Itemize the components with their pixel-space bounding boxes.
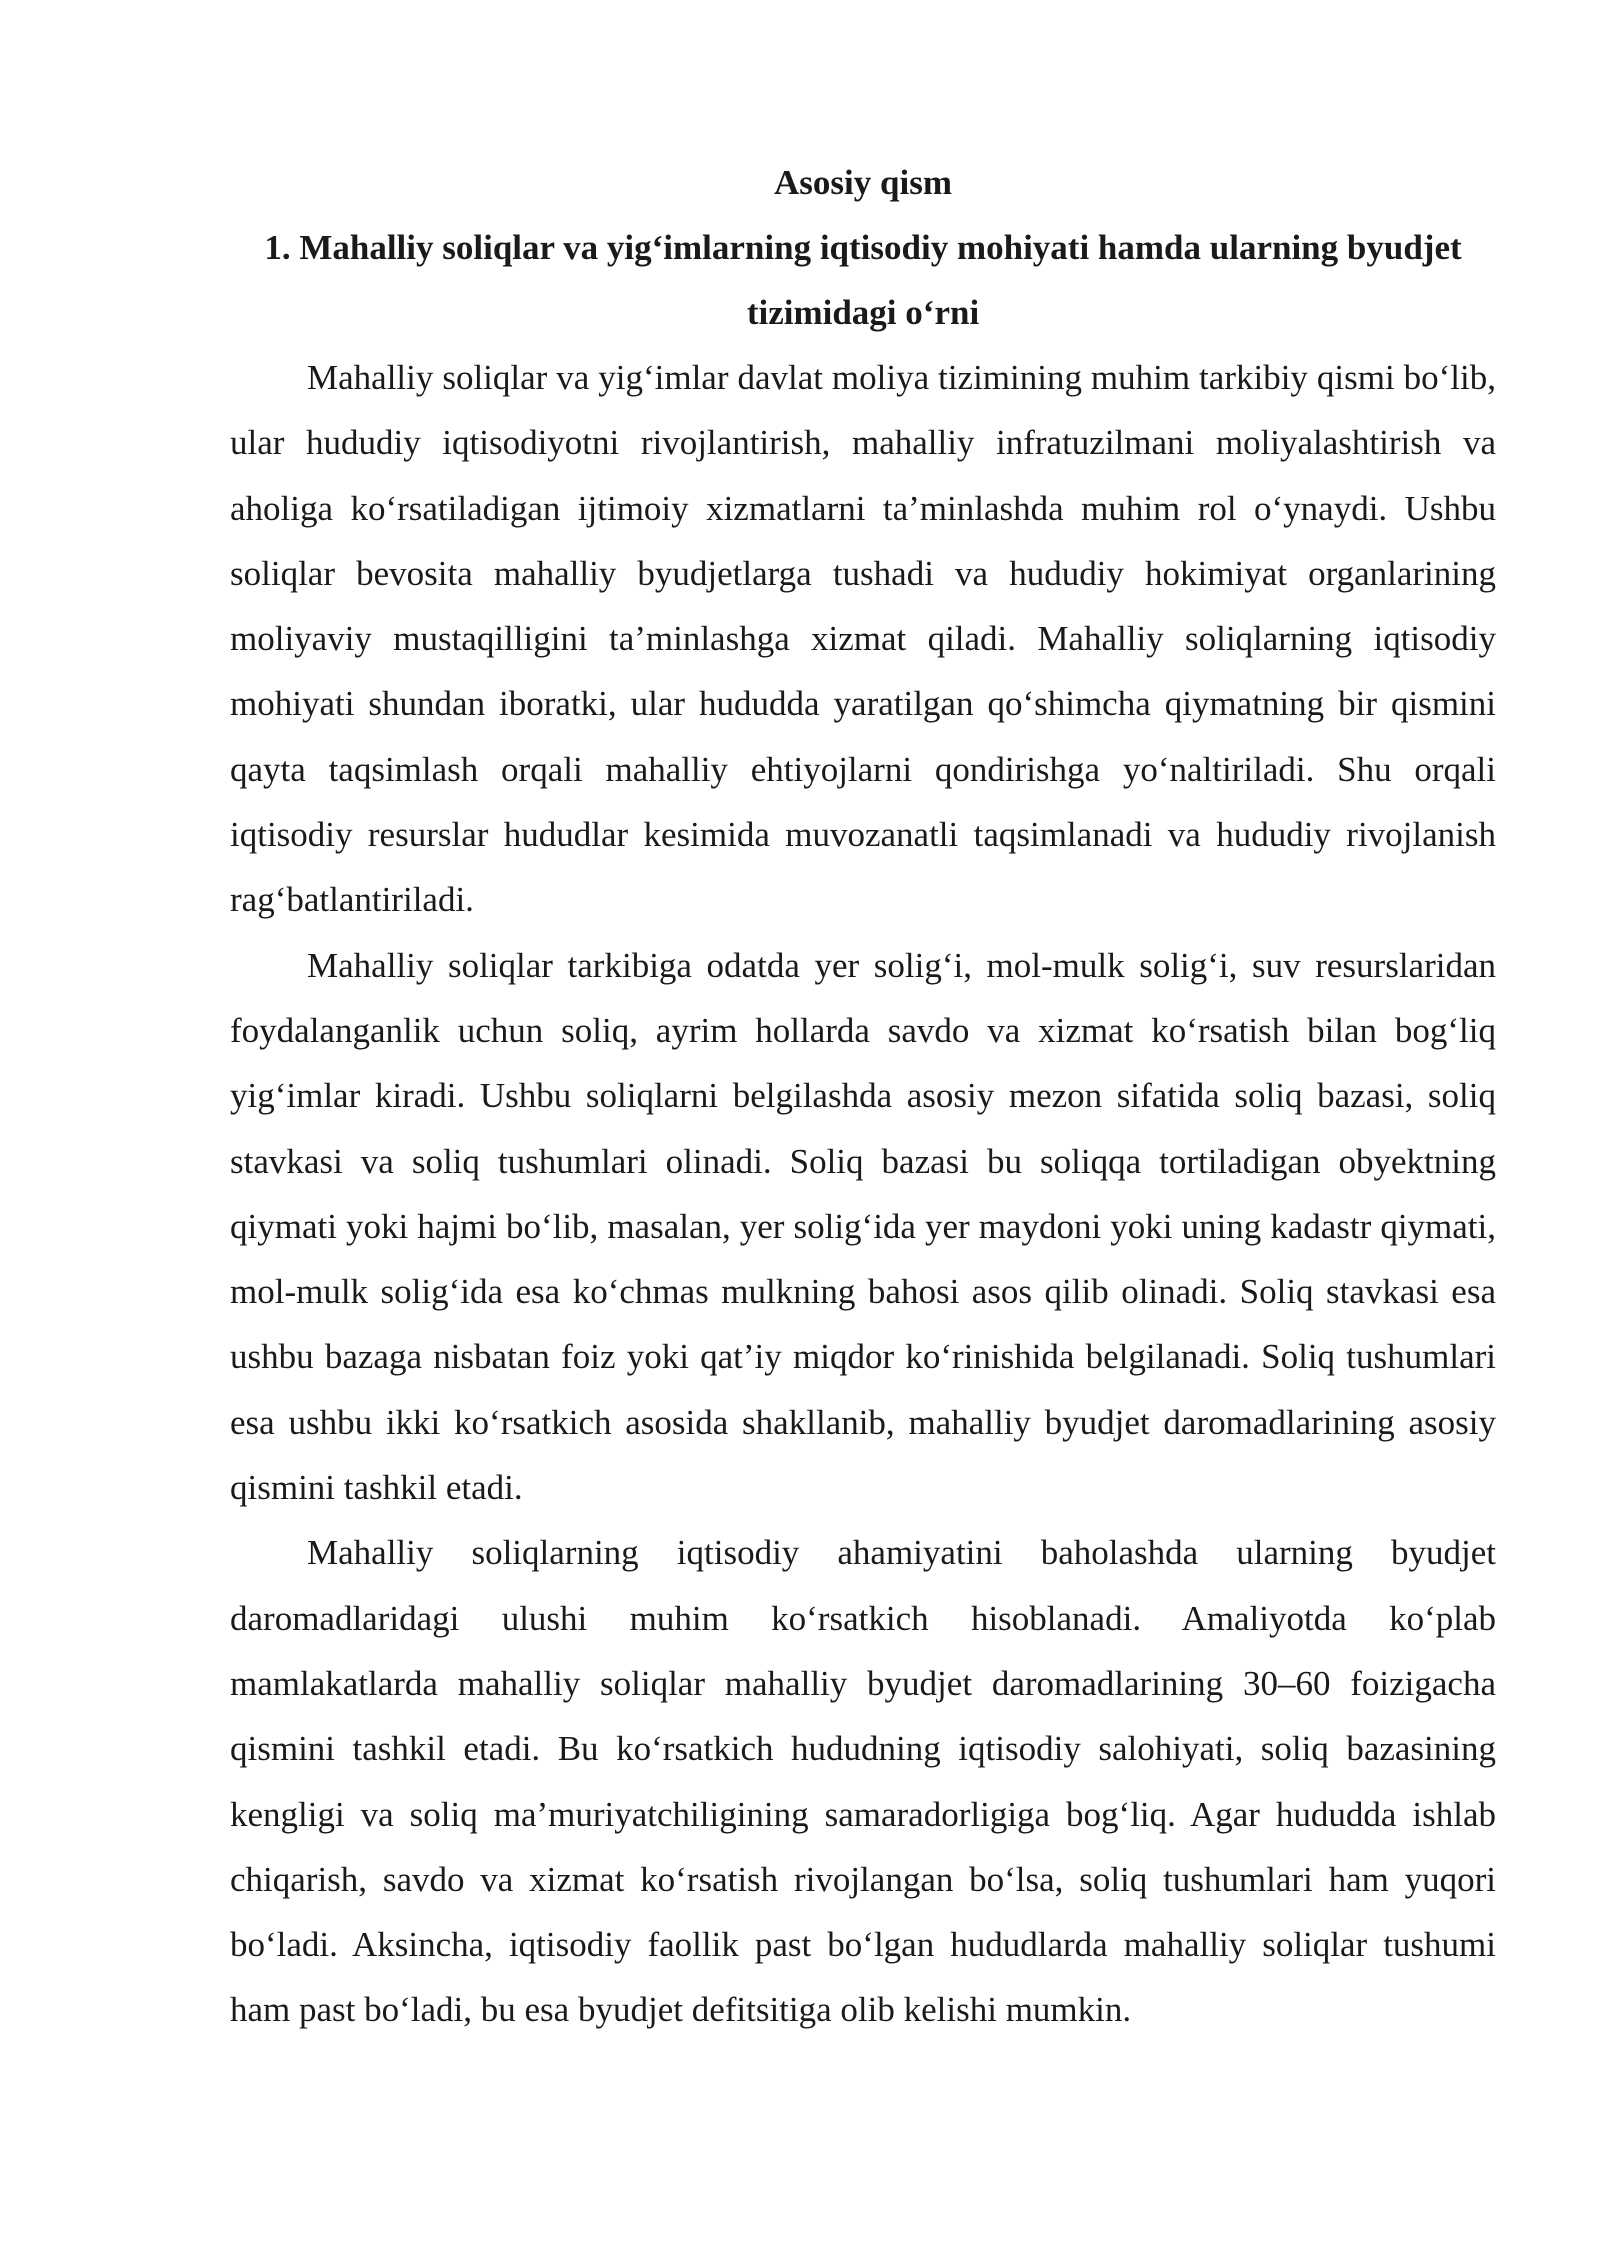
document-page — [230, 150, 1496, 2043]
paragraph-3: Mahalliy soliqlarning iqtisodiy ahamiyatini baholashda ularning byudjet daromadlaridagi ulushi muhim ko‘rsatkich hisoblanadi. Amaliyotda ko‘plab mamlakatlarda mahalliy soliqlar mahalliy byudjet daromadlarining 30–60 foizigacha qismini tashkil etadi. Bu ko‘rsatkich hududning iqtisodiy salohiyati, soliq bazasining kengligi va soliq ma’muriyatchiligining samaradorligiga bog‘liq. Agar hududda ishlab chiqarish, savdo va xizmat ko‘rsatish rivojlangan bo‘lsa, soliq tushumlari ham yuqori bo‘ladi. Aksincha, iqtisodiy faollik past bo‘lgan hududlarda mahalliy soliqlar tushumi ham past bo‘ladi, bu esa byudjet defitsitiga olib kelishi mumkin. — [230, 1533, 1496, 2030]
paragraph-1: Mahalliy soliqlar va yig‘imlar davlat moliya tizimining muhim tarkibiy qismi bo‘lib, ular hududiy iqtisodiyotni rivojlantirish, mahalliy infratuzilmani moliyalashtirish va aholiga ko‘rsatiladigan ijtimoiy xizmatlarni ta’minlashda muhim rol o‘ynaydi. Ushbu soliqlar bevosita mahalliy byudjetlarga tushadi va hududiy hokimiyat organlarining moliyaviy mustaqilligini ta’minlashga xizmat qiladi. Mahalliy soliqlarning iqtisodiy mohiyati shundan iboratki, ular hududda yaratilgan qo‘shimcha qiymatning bir qismini qayta taqsimlash orqali mahalliy ehtiyojlarni qondirishga yo‘naltiriladi. Shu orqali iqtisodiy resurslar hududlar kesimida muvozanatli taqsimlanadi va hududiy rivojlanish rag‘batlantiriladi. — [230, 358, 1496, 920]
paragraph-2: Mahalliy soliqlar tarkibiga odatda yer solig‘i, mol-mulk solig‘i, suv resurslaridan foydalanganlik uchun soliq, ayrim hollarda savdo va xizmat ko‘rsatish bilan bog‘liq yig‘imlar kiradi. Ushbu soliqlarni belgilashda asosiy mezon sifatida soliq bazasi, soliq stavkasi va soliq tushumlari olinadi. Soliq bazasi bu soliqqa tortiladigan obyektning qiymati yoki hajmi bo‘lib, masalan, yer solig‘ida yer maydoni yoki uning kadastr qiymati, mol-mulk solig‘ida esa ko‘chmas mulkning bahosi asos qilib olinadi. Soliq stavkasi esa ushbu bazaga nisbatan foiz yoki qat’iy miqdor ko‘rinishida belgilanadi. Soliq tushumlari esa ushbu ikki ko‘rsatkich asosida shakllanib, mahalliy byudjet daromadlarining asosiy qismini tashkil etadi. — [230, 945, 1496, 1508]
section-title: Asosiy qism — [774, 163, 952, 202]
chapter-title: 1. Mahalliy soliqlar va yig‘imlarning iqtisodiy mohiyati hamda ularning byudjet tizimidagi o‘rni — [264, 228, 1462, 332]
